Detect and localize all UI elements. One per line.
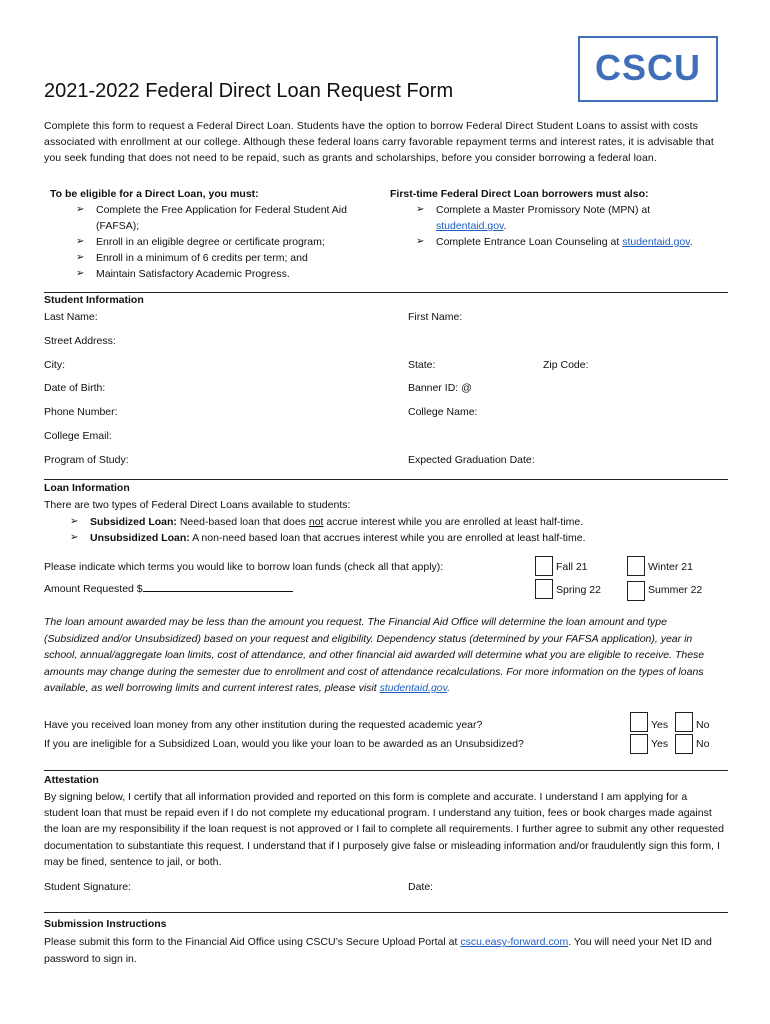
city-label: City: <box>44 359 65 371</box>
first-time-heading: First-time Federal Direct Loan borrowers must also: <box>390 188 649 200</box>
eligibility-item: ➢ Complete the Free Application for Federal Student Aid (FAFSA); <box>74 202 380 234</box>
first-time-section <box>390 186 730 250</box>
last-name-label: Last Name: <box>44 311 98 323</box>
banner-id-label: Banner ID: @ <box>408 382 472 394</box>
eligibility-heading: To be eligible for a Direct Loan, you must: <box>50 188 259 200</box>
fall-21-label: Fall 21 <box>556 561 588 573</box>
spring-22-checkbox[interactable] <box>535 579 553 599</box>
submission-text-end: . You will need your Net ID and password to sign in. <box>44 936 712 965</box>
divider <box>44 292 728 293</box>
amount-requested-label: Amount Requested $ <box>44 583 143 595</box>
loan-types-intro: There are two types of Federal Direct Loans available to students: <box>44 499 351 511</box>
submission-text <box>44 934 724 967</box>
submission-heading: Submission Instructions <box>44 918 167 930</box>
phone-number-label: Phone Number: <box>44 406 118 418</box>
q1-yes-checkbox[interactable] <box>630 712 648 732</box>
q2-no-checkbox[interactable] <box>675 734 693 754</box>
summer-22-checkbox[interactable] <box>627 581 645 601</box>
student-info-heading: Student Information <box>44 294 144 306</box>
period: . <box>447 682 451 694</box>
attestation-text: By signing below, I certify that all information provided and reported on this form is complete and accurate. I understand I am applying for a student loan that must be repaid even if I do not complete my educational program. I understand any tuition, fees or book charges made against the loan are my responsibility if the loan request is not approved or I fail to complete all requirements. I further agree to submit any other requested documentation to substantiate this request. I understand that if I purposely give false or misleading information and/or fraudulently sign this form, I may be fined, sentence to jail, or both. <box>44 791 724 868</box>
unsubsidized-text: A non-need based loan that accrues interest while you are enrolled at least half-time. <box>189 532 586 544</box>
fall-21-checkbox[interactable] <box>535 556 553 576</box>
date-label: Date: <box>408 881 434 893</box>
cscu-logo: CSCU <box>578 36 718 102</box>
first-time-item-text: Complete a Master Promissory Note (MPN) at <box>436 204 651 216</box>
submission-text-start: Please submit this form to the Financial Aid Office using CSCU’s Secure Upload Portal at <box>44 936 461 948</box>
studentaid-link[interactable]: studentaid.gov <box>436 220 504 232</box>
graduation-date-label: Expected Graduation Date: <box>408 454 535 466</box>
other-institution-question: Have you received loan money from any other institution during the requested academic year? <box>44 719 483 731</box>
upload-portal-link[interactable]: cscu.easy-forward.com <box>460 936 569 948</box>
first-time-list <box>414 202 730 250</box>
subsidized-text: Need-based loan that does <box>176 516 309 528</box>
q1-yes-label: Yes <box>651 719 669 731</box>
amount-requested-field[interactable] <box>143 581 293 592</box>
attestation-heading: Attestation <box>44 774 99 786</box>
college-name-label: College Name: <box>408 406 478 418</box>
zip-code-label: Zip Code: <box>543 359 589 371</box>
not-word: not <box>308 516 324 528</box>
eligibility-item: ➢ Enroll in a minimum of 6 credits per term; and <box>74 250 380 266</box>
divider <box>44 479 728 480</box>
subsidized-text-end: accrue interest while you are enrolled at least half-time. <box>323 516 584 528</box>
first-time-item <box>414 202 730 234</box>
terms-prompt: Please indicate which terms you would like to borrow loan funds (check all that apply): <box>44 561 444 573</box>
q2-no-label: No <box>696 738 710 750</box>
loan-types-list <box>68 514 728 546</box>
divider <box>44 770 728 771</box>
disclaimer-text: The loan amount awarded may be less than the amount you request. The Financial Aid Office will determine the loan amount and type (Subsidized and/or Unsubsidized) based on your request and eligibility. Dependency status (determined by your FAFSA application), year in school, annual/aggregate loan limits, cost of attendance, and other financial aid awarded will determine what you are eligible to receive. These amounts may change during the semester due to enrollment and cost of attendance recalculations. For more information on the types of loans available, as well borrowing limits and current interest rates, please visit <box>44 616 705 694</box>
q1-no-checkbox[interactable] <box>675 712 693 732</box>
student-signature-label: Student Signature: <box>44 881 131 893</box>
summer-22-label: Summer 22 <box>648 584 703 596</box>
unsubsidized-loan-item <box>68 530 728 546</box>
eligibility-list <box>74 202 380 282</box>
eligibility-item: ➢ Maintain Satisfactory Academic Progress. <box>74 266 380 282</box>
q2-yes-checkbox[interactable] <box>630 734 648 754</box>
studentaid-link[interactable]: studentaid.gov <box>622 236 690 248</box>
q1-no-label: No <box>696 719 710 731</box>
state-label: State: <box>408 359 436 371</box>
subsidized-label: Subsidized Loan: <box>90 516 177 528</box>
first-time-item <box>414 234 730 250</box>
first-time-item-text: Complete Entrance Loan Counseling at <box>436 236 623 248</box>
studentaid-link[interactable]: studentaid.gov <box>379 682 448 694</box>
divider <box>44 912 728 913</box>
first-name-label: First Name: <box>408 311 463 323</box>
subsidized-loan-item <box>68 514 728 530</box>
college-email-label: College Email: <box>44 430 112 442</box>
loan-disclaimer <box>44 614 719 697</box>
spring-22-label: Spring 22 <box>556 584 601 596</box>
page-title: 2021-2022 Federal Direct Loan Request Form <box>44 80 454 102</box>
q2-yes-label: Yes <box>651 738 669 750</box>
period: . <box>503 220 507 232</box>
winter-21-checkbox[interactable] <box>627 556 645 576</box>
period: . <box>689 236 693 248</box>
unsubsidized-label: Unsubsidized Loan: <box>90 532 190 544</box>
eligibility-item: ➢ Enroll in an eligible degree or certificate program; <box>74 234 380 250</box>
amount-requested <box>44 581 293 596</box>
intro-paragraph: Complete this form to request a Federal Direct Loan. Students have the option to borrow Federal Direct Student Loans to assist with costs associated with enrollment at our college. Although these federal loans carry favorable repayment terms and interest rates, it is advisable that you seek funding that does not need to be repaid, such as grants and scholarships, before you consider borrowing a federal loan. <box>44 120 714 164</box>
eligibility-section <box>50 186 380 282</box>
loan-info-heading: Loan Information <box>44 482 130 494</box>
street-address-label: Street Address: <box>44 335 116 347</box>
unsubsidized-question: If you are ineligible for a Subsidized Loan, would you like your loan to be awarded as an Unsubsidized? <box>44 738 524 750</box>
date-of-birth-label: Date of Birth: <box>44 382 106 394</box>
program-of-study-label: Program of Study: <box>44 454 129 466</box>
winter-21-label: Winter 21 <box>648 561 693 573</box>
